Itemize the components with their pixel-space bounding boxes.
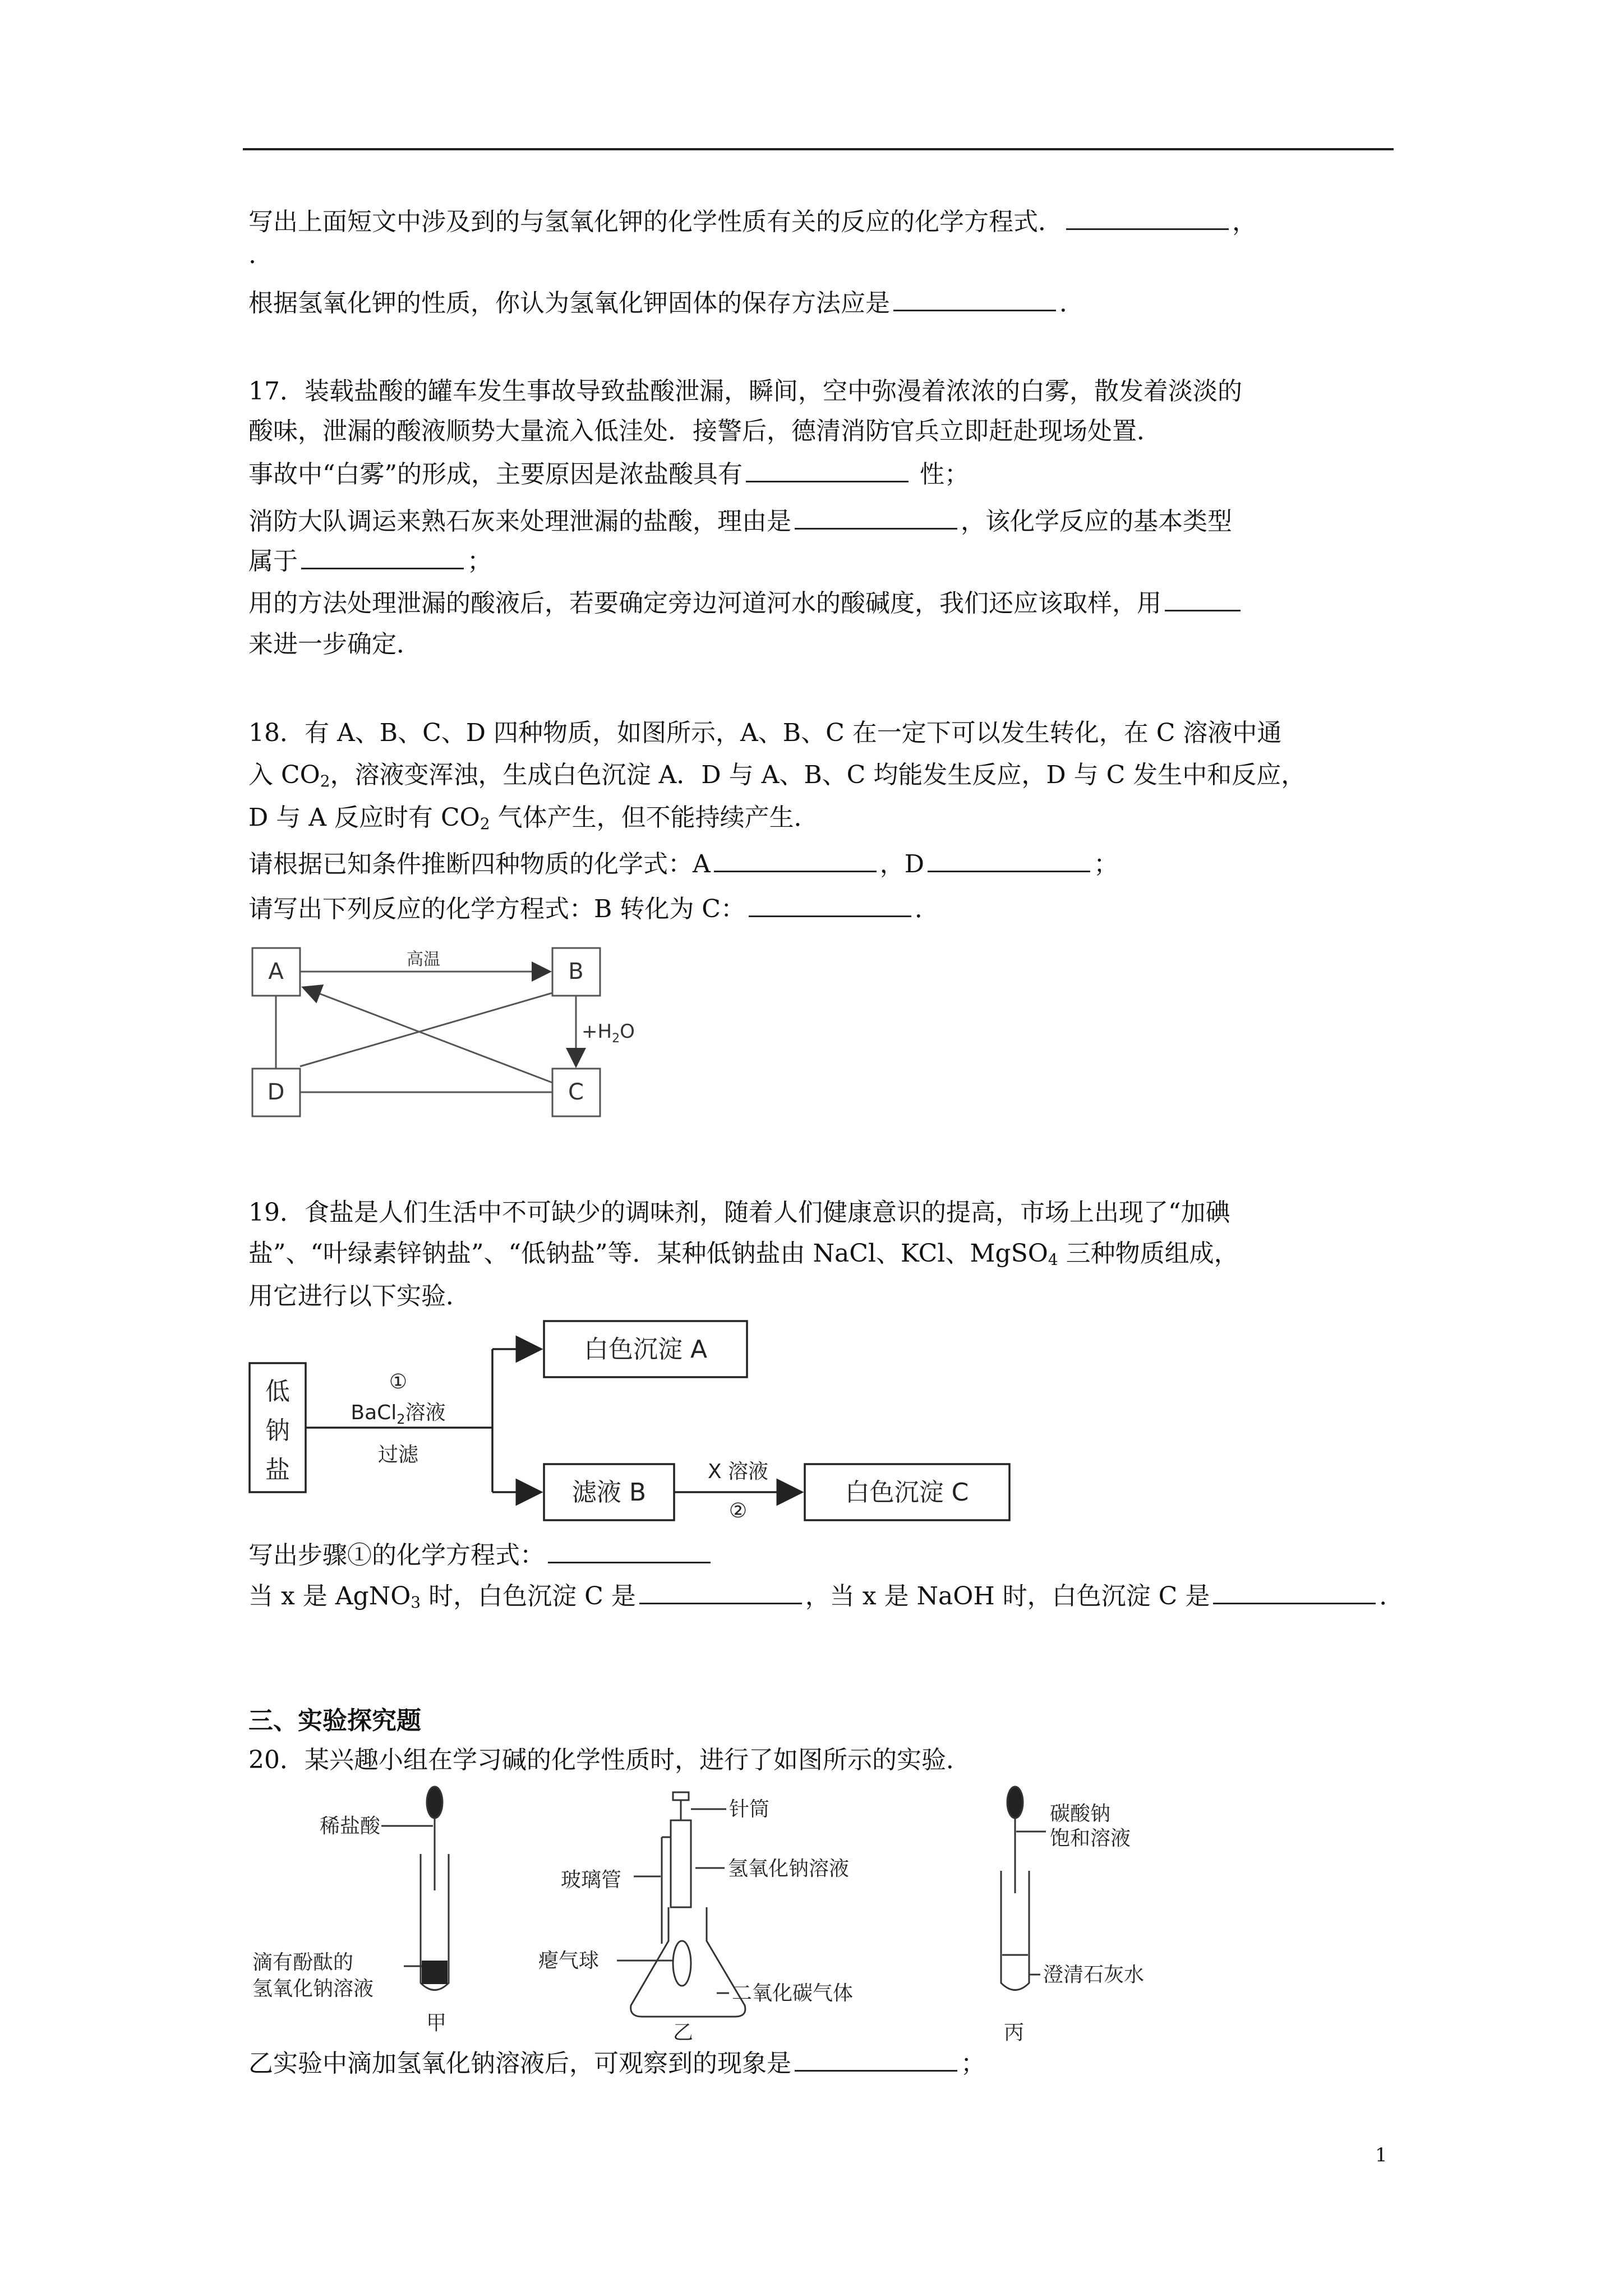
q19-line4: 写出步骤①的化学方程式： [248,1538,714,1572]
label-sodium-carbonate-2: 饱和溶液 [1050,1827,1131,1850]
label-syringe: 针筒 [729,1798,770,1821]
q18-line4: 请根据已知条件推断四种物质的化学式：A ，D ； [248,847,1118,881]
answer-blank[interactable] [1213,1579,1376,1604]
q18-line1: 18．有 A、B、C、D 四种物质，如图所示，A、B、C 在一定下可以发生转化，在 C 溶液中通 [248,719,1282,747]
step1-number: ① [389,1370,408,1393]
q17-line1: 17．装载盐酸的罐车发生事故导致盐酸泄漏，瞬间，空中弥漫着浓浓的白雾，散发着淡淡的 [248,377,1242,406]
start-char-3: 盐 [265,1456,290,1484]
answer-blank[interactable] [639,1579,802,1604]
step1-action: 过滤 [377,1443,419,1466]
q17-line4: 消防大队调运来熟石灰来处理泄漏的盐酸，理由是 ，该化学反应的基本类型 [248,504,1232,539]
q17-line7: 来进一步确定． [248,630,421,659]
header-rule [243,148,1394,150]
label-precipitate-a: 白色沉淀 A [583,1335,708,1364]
label-dilute-hcl: 稀盐酸 [320,1815,381,1838]
low-sodium-salt-flowchart [241,1315,1015,1534]
q19-line3: 用它进行以下实验． [248,1282,471,1310]
answer-blank[interactable] [1066,205,1229,230]
label-co2-gas: 二氧化碳气体 [732,1982,854,2005]
answer-blank[interactable] [714,847,877,872]
q16-line2: . [248,241,256,269]
q17-line3: 事故中“白雾”的形成，主要原因是浓盐酸具有 性； [248,457,969,491]
answer-blank[interactable] [1165,586,1241,611]
q16-line1: 写出上面短文中涉及到的与氢氧化钾的化学性质有关的反应的化学方程式． ， [248,205,1257,239]
q19-line1: 19．食盐是人们生活中不可缺少的调味剂，随着人们健康意识的提高，市场上出现了“加碘 [248,1198,1230,1227]
experiment-figure [247,1775,1200,2045]
label-limewater: 澄清石灰水 [1043,1963,1145,1986]
label-phenolphthalein-2: 氢氧化钠溶液 [252,1977,374,2000]
label-sodium-carbonate-1: 碳酸钠 [1050,1802,1111,1825]
answer-blank[interactable] [795,504,957,530]
answer-blank[interactable] [893,286,1056,311]
label-b: B [568,959,584,984]
answer-blank[interactable] [301,544,464,569]
label-filtrate-b: 滤液 B [571,1478,647,1507]
label-precipitate-c: 白色沉淀 C [845,1478,969,1507]
q17-line6: 用的方法处理泄漏的酸液后，若要确定旁边河道河水的酸碱度，我们还应该取样，用 [248,586,1244,620]
page-number: 1 [1375,2144,1387,2166]
q18-line3: D 与 A 反应时有 $CO_2$ 气体产生，但不能持续产生． [248,803,819,833]
q17-line2: 酸味，泄漏的酸液顺势大量流入低洼处．接警后，德清消防官兵立即赶赴现场处置． [248,417,1161,445]
q19-line5: 当 x 是 AgNO$_3$ 时，白色沉淀 C 是 ，当 x 是 NaOH 时，白色沉淀 C 是 ． [248,1579,1404,1619]
label-deflated-balloon: 瘪气球 [538,1949,600,1972]
answer-blank[interactable] [548,1538,711,1563]
start-char-1: 低 [265,1377,290,1406]
answer-blank[interactable] [928,847,1090,872]
label-phenolphthalein-1: 滴有酚酞的 [252,1951,354,1974]
label-high-temp: 高温 [407,950,440,969]
label-naoh-solution: 氢氧化钠溶液 [728,1857,850,1880]
label-d: D [267,1079,285,1105]
answer-blank[interactable] [746,457,909,482]
q17-line5: 属于 ； [248,544,492,578]
label-plus-water: $+H_2O$ [582,1020,635,1046]
start-char-2: 钠 [265,1416,290,1445]
label-glass-tube: 玻璃管 [561,1869,622,1892]
label-yi: 乙 [673,2021,694,2044]
q18-line2: 入 $CO_2$，溶液变浑浊，生成白色沉淀 A．D 与 A、B、C 均能发生反应，D 与 C 发生中和反应， [248,761,1306,790]
answer-blank[interactable] [749,892,911,917]
label-jia: 甲 [426,2012,447,2035]
step2-number: ② [728,1499,748,1522]
step1-reagent: BaCl$_2$溶液 [351,1401,446,1427]
q20-line1: 20．某兴趣小组在学习碱的化学性质时，进行了如图所示的实验． [248,1746,971,1774]
section-heading: 三、实验探究题 [248,1706,421,1735]
label-c: C [568,1079,584,1105]
label-bing: 丙 [1004,2021,1025,2044]
q19-line2: 盐”、“叶绿素锌钠盐”、“低钠盐”等．某种低钠盐由 NaCl、KCl、MgSO$_4$ 三种物质组成， [248,1239,1239,1269]
step2-reagent: X 溶液 [707,1460,769,1483]
label-a: A [268,959,284,984]
q18-line5: 请写出下列反应的化学方程式：B 转化为 C： ． [248,892,939,926]
abcd-relation-diagram [247,940,673,1136]
q16-line3: 根据氢氧化钾的性质，你认为氢氧化钾固体的保存方法应是 ． [248,286,1084,320]
answer-blank[interactable] [795,2046,957,2072]
q20-line2: 乙实验中滴加氢氧化钠溶液后，可观察到的现象是 ； [248,2046,985,2081]
